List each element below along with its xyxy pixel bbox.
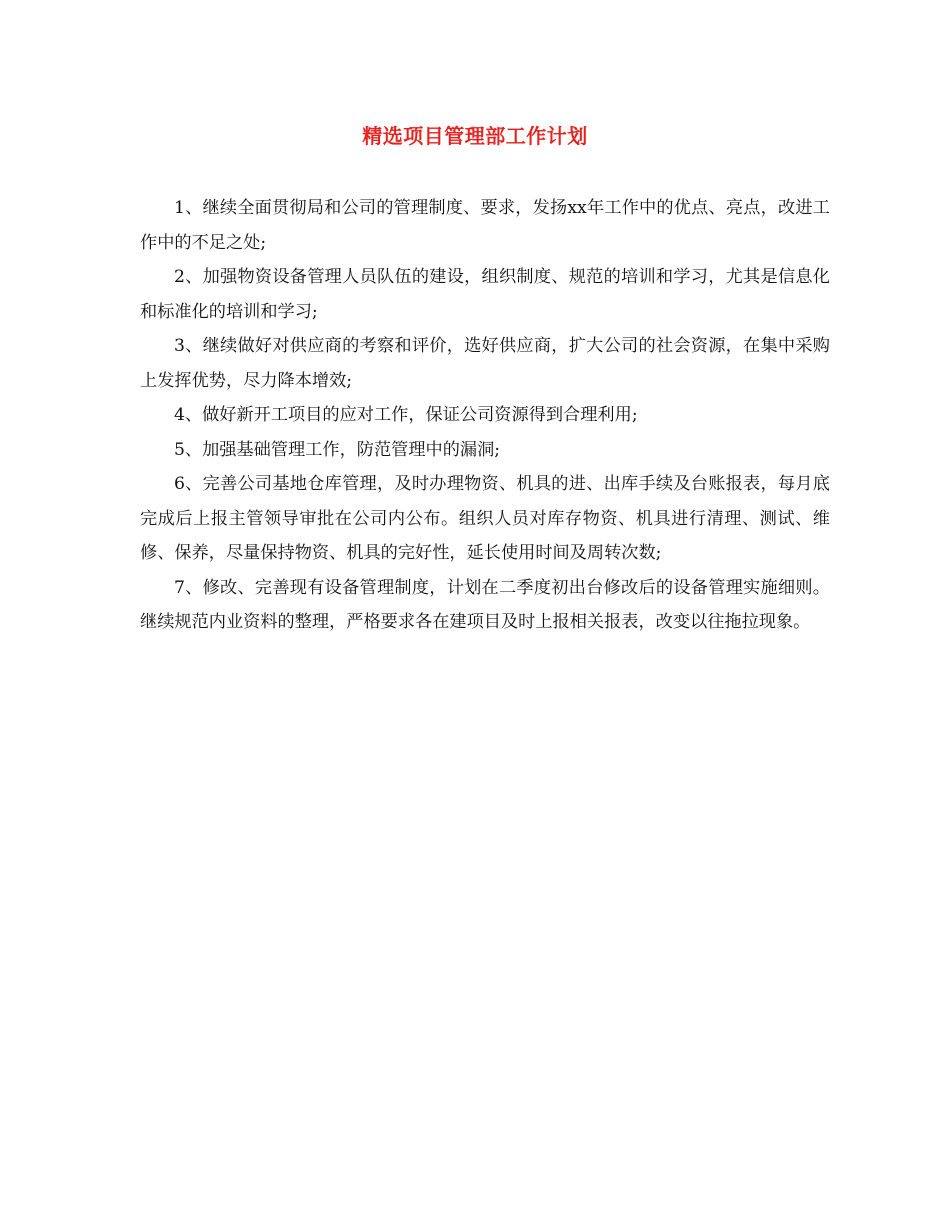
paragraph-5: 5、加强基础管理工作，防范管理中的漏洞; [174,439,501,460]
paragraph-6: 6、完善公司基地仓库管理，及时办理物资、机具的进、出库手续及台账报表，每月底完成后上报主管领导审批在公司内公布。组织人员对库存物资、机具进行清理、测试、维修、保养，尽量保持物资、机具的完好性，延长使用时间及周转次数; [140,474,830,563]
paragraph-2: 2、加强物资设备管理人员队伍的建设，组织制度、规范的培训和学习，尤其是信息化和标准化的培训和学习; [140,267,830,322]
paragraph-3: 3、继续做好对供应商的考察和评价，选好供应商，扩大公司的社会资源，在集中采购上发挥优势，尽力降本增效; [140,336,830,391]
paragraph-1: 1、继续全面贯彻局和公司的管理制度、要求，发扬xx年工作中的优点、亮点，改进工作中的不足之处; [140,198,830,253]
paragraph-4: 4、做好新开工项目的应对工作，保证公司资源得到合理利用; [174,405,638,425]
document-body [140,191,830,640]
document-title: 精选项目管理部工作计划 [362,124,588,148]
paragraph-7: 7、修改、完善现有设备管理制度，计划在二季度初出台修改后的设备管理实施细则。继续规范内业资料的整理，严格要求各在建项目及时上报相关报表，改变以往拖拉现象。 [140,577,830,632]
